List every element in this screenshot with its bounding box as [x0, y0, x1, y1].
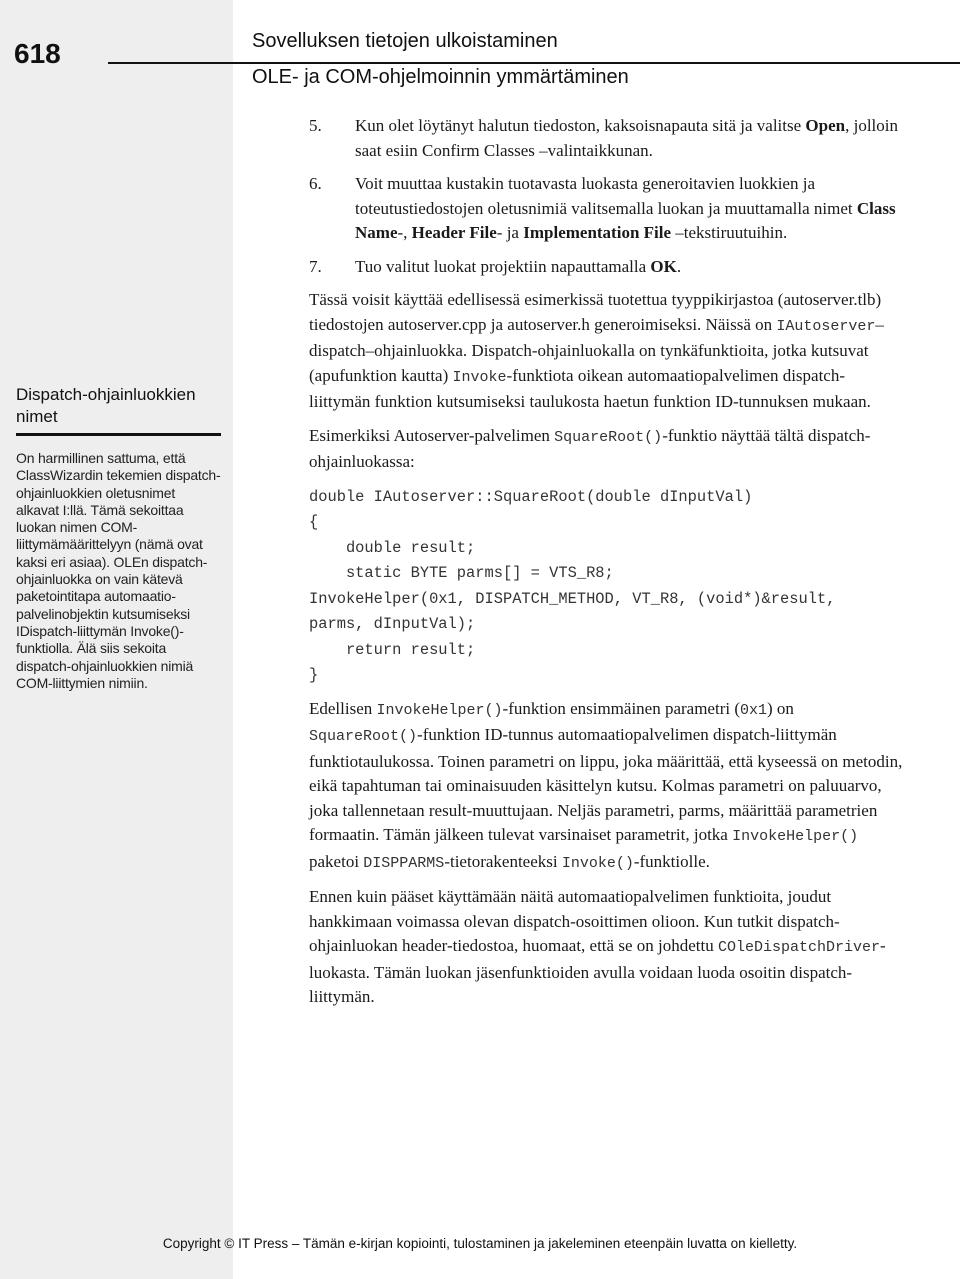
code-line: InvokeHelper(0x1, DISPATCH_METHOD, VT_R8, (void*)&result, [309, 589, 836, 608]
code-line: double result; [309, 538, 476, 557]
header-rule [108, 62, 960, 64]
inline-code: IAutoserver [776, 317, 876, 335]
page-number: 618 [14, 38, 61, 69]
paragraph: Esimerkiksi Autoserver-palvelimen SquareRoot()-funktio näyttää tältä dispatch-ohjainluokassa: [309, 425, 871, 471]
step-number: 7. [309, 256, 322, 276]
paragraph: Tässä voisit käyttää edellisessä esimerkissä tuotettua tyyppikirjastoa (autoserver.tlb) tiedostojen autoserver.cpp ja autoserver.h generoimiseksi. Näissä on IAutoserver–dispatch–ohjainluokka. Dispatch-ohjainluokalla on tynkäfunktioita, jotka kutsuvat (apufunktion kautta) Invoke-funktiota oikean automaatiopalvelimen dispatch-liittymän funktion kutsumiseksi taulukosta haetun funktion ID-tunnuksen mukaan. [309, 290, 884, 411]
step-item: 7. Tuo valitut luokat projektiin napauttamalla OK. [309, 255, 905, 280]
section-title: OLE- ja COM-ohjelmoinnin ymmärtäminen [252, 66, 629, 88]
chapter-title: Sovelluksen tietojen ulkoistaminen [252, 30, 558, 52]
step-list [309, 114, 905, 279]
sidebar-note-body: On harmillinen sattuma, että ClassWizardin tekemien dispatch-ohjainluokkien oletusnimet alkavat I:llä. Tämä sekoittaa luokan nimen COM-liittymämäärittelyyn (nämä ovat kaksi eri asiaa). OLEn dispatch-ohjainluokka on vain kätevä paketointitapa automaatio-palvelinobjektin kutsumiseksi IDispatch-liittymän Invoke()-funktiolla. Älä siis sekoita dispatch-ohjainluokkien nimiä COM-liittymien nimiin. [16, 450, 221, 691]
code-line: parms, dInputVal); [309, 615, 476, 633]
copyright-footer: Copyright © IT Press – Tämän e-kirjan kopiointi, tulostaminen ja jakeleminen eteenpäin luvatta on kielletty. [162, 1236, 798, 1251]
code-line: } [309, 666, 319, 684]
sidebar-note-title: Dispatch-ohjainluokkien nimet [16, 384, 221, 436]
code-line: { [309, 513, 319, 531]
step-number: 5. [309, 116, 322, 135]
sidebar-note [16, 384, 221, 692]
paragraph: Edellisen InvokeHelper()-funktion ensimmäinen parametri (0x1) on SquareRoot()-funktion ID-tunnus automaatiopalvelimen dispatch-liittymän funktiotaulukossa. Toinen parametri on lippu, joka määrittää, että kyseessä on metodin, eikä tapahtuman tai ominaisuuden käsittelyn kutsu. Kolmas parametri on paluuarvo, joka tallennetaan result-muuttujaan. Neljäs parametri, parms, määrittää parametrien formaatin. Tämän jälkeen tulevat varsinaiset parametrit, jotka InvokeHelper() paketoi DISPPARMS-tietorakenteeksi Invoke()-funktiolle. [309, 698, 903, 872]
code-line: double IAutoserver::SquareRoot(double dInputVal) [309, 487, 753, 506]
step-item: 6. Voit muuttaa kustakin tuotavasta luokasta generoitavien luokkien ja toteutustiedostojen oletusnimiä valitsemalla luokan ja muuttamalla nimet Class Name-, Header File- ja Implementation File –tekstiruutuihin. [309, 174, 896, 242]
inline-code: SquareRoot() [554, 428, 663, 446]
step-number: 6. [309, 174, 322, 193]
code-block [309, 485, 905, 689]
paragraph: Ennen kuin pääset käyttämään näitä automaatiopalvelimen funktioita, joudut hankkimaan voimassa olevan dispatch-osoittimen olioon. Kun tutkit dispatch-ohjainluokan header-tiedostoa, huomaat, että se on johdettu COleDispatchDriver-luokasta. Tämän luokan jäsenfunktioiden avulla voidaan luoda osoitin dispatch-liittymän. [309, 887, 886, 1006]
inline-code: Invoke [452, 368, 507, 386]
code-line: return result; [309, 640, 476, 659]
code-line: static BYTE parms[] = VTS_R8; [309, 564, 614, 582]
step-item: 5. Kun olet löytänyt halutun tiedoston, kaksoisnapauta sitä ja valitse Open, jolloin saat esiin Confirm Classes –valintaikkunan. [309, 116, 899, 160]
main-content [309, 114, 905, 1019]
